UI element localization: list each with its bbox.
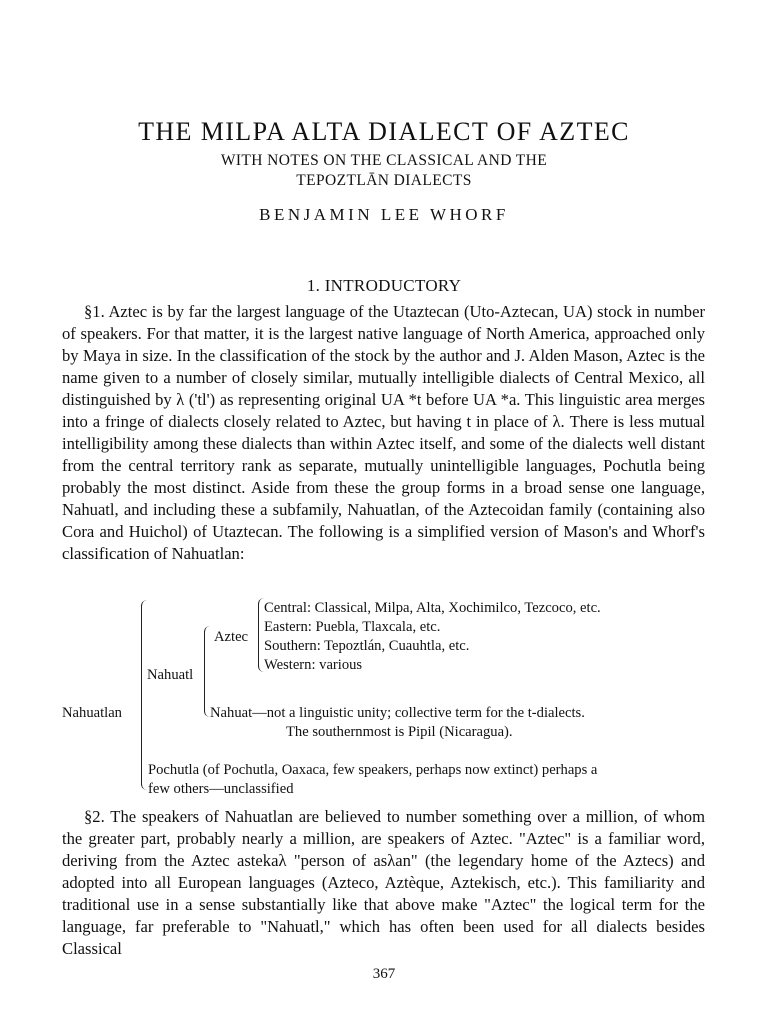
paragraph-2-text: §2. The speakers of Nahuatlan are believed to number something over a million, of whom the greater part, probably nearly a million, are speakers of Aztec. "Aztec" is a familiar word, deriving from the Aztec astekaλ "person of asλan" (the legendary home of the Aztecs) and adopted into all European languages (Azteco, Aztèque, Aztekisch, etc.). This familiarity and traditional use in a sense substantially like that above make "Aztec" the logical term for the language, far preferable to "Nahuatl," which has often been used for all dialects besides Classical (62, 807, 705, 958)
node-eastern: Eastern: Puebla, Tlaxcala, etc. (264, 619, 441, 635)
node-southern: Southern: Tepoztlán, Cuauhtla, etc. (264, 638, 470, 654)
page-number: 367 (372, 966, 396, 982)
node-nahuat-line2: The southernmost is Pipil (Nicaragua). (286, 724, 513, 740)
node-aztec: Aztec (214, 629, 249, 645)
paper-subtitle-line1: WITH NOTES ON THE CLASSICAL AND THE (220, 152, 548, 169)
paragraph-2 (62, 806, 705, 960)
node-central: Central: Classical, Milpa, Alta, Xochimilco, Tezcoco, etc. (264, 600, 601, 616)
paper-title: THE MILPA ALTA DIALECT OF AZTEC (138, 117, 630, 146)
node-nahuatl: Nahuatl (147, 667, 194, 683)
section-heading: 1. INTRODUCTORY (306, 276, 462, 295)
paragraph-1-text: §1. Aztec is by far the largest language of the Utaztecan (Uto-Aztecan, UA) stock in number of speakers. For that matter, it is the largest native language of North America, approached only by Maya in size. In the classification of the stock by the author and J. Alden Mason, Aztec is the name given to a number of closely similar, mutually intelligible dialects of Central Mexico, all distinguished by λ ('tl') as representing original UA *t before UA *a. This linguistic area merges into a fringe of dialects closely related to Aztec, but having t in place of λ. There is less mutual intelligibility among these dialects than within Aztec itself, and some of the dialects well distant from the central territory rank as separate, mutually unintelligible languages, Pochutla being probably the most distinct. Aside from these the group forms in a broad sense one language, Nahuatl, and including these a subfamily, Nahuatlan, of the Aztecoidan family (containing also Cora and Huichol) of Utaztecan. The following is a simplified version of Mason's and Whorf's classification of Nahuatlan: (62, 302, 705, 563)
paragraph-1 (62, 301, 705, 565)
node-nahuat-line1: Nahuat—not a linguistic unity; collective term for the t-dialects. (210, 705, 585, 721)
node-nahuatlan: Nahuatlan (62, 705, 122, 721)
node-pochutla-line1: Pochutla (of Pochutla, Oaxaca, few speakers, perhaps now extinct) perhaps a (148, 762, 598, 778)
node-pochutla-line2: few others—unclassified (148, 781, 294, 797)
node-western: Western: various (264, 657, 363, 673)
paper-subtitle-line2: TEPOZTLĀN DIALECTS (296, 172, 472, 189)
author-name: BENJAMIN LEE WHORF (259, 205, 509, 224)
